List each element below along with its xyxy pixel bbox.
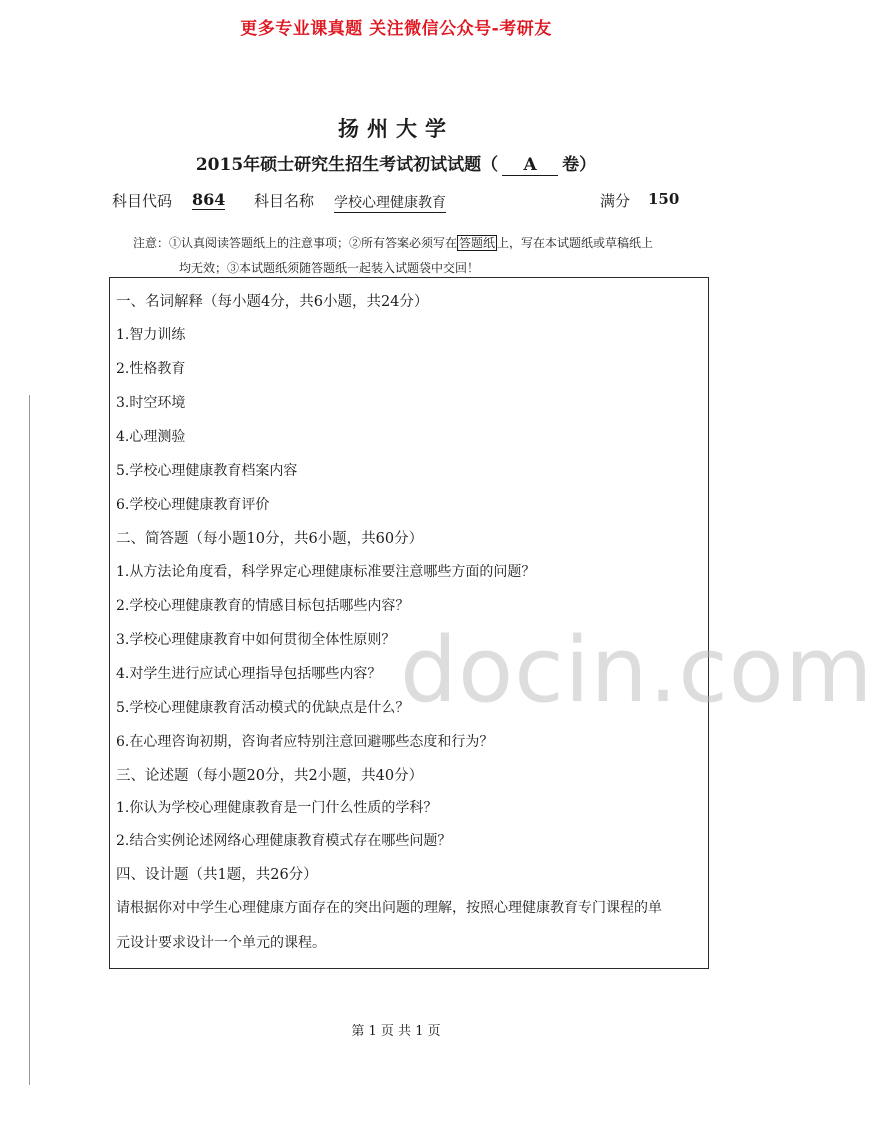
section-1-heading: 一、名词解释（每小题4分，共6小题，共24分） (116, 294, 429, 310)
university-name: 扬州大学 (338, 116, 454, 141)
question-1-6: 6.学校心理健康教育评价 (116, 497, 270, 513)
exam-title-suffix: 卷） (562, 155, 597, 175)
question-2-3: 3.学校心理健康教育中如何贯彻全体性原则？ (116, 632, 396, 648)
question-4-text-line-2: 元设计要求设计一个单元的课程。 (116, 935, 326, 951)
section-3-heading: 三、论述题（每小题20分，共2小题，共40分） (116, 768, 424, 784)
exam-title-prefix: 2015年硕士研究生招生考试初试试题（ (195, 155, 499, 175)
question-2-6: 6.在心理咨询初期，咨询者应特别注意回避哪些态度和行为？ (116, 734, 494, 750)
notice-boxed-term: 答题纸 (459, 236, 496, 250)
subject-name-label: 科目名称 (254, 192, 315, 210)
notice-line-1 (133, 231, 723, 256)
exam-title (0, 150, 792, 176)
question-3-1: 1.你认为学校心理健康教育是一门什么性质的学科？ (116, 800, 438, 816)
full-score-label: 满分 (600, 192, 631, 210)
promo-banner: 更多专业课真题 关注微信公众号-考研友 (240, 19, 552, 39)
question-1-2: 2.性格教育 (116, 361, 186, 377)
notice-line-2: 均无效；③本试题纸须随答题纸一起装入试题袋中交回！ (179, 261, 480, 275)
scan-margin-line (29, 395, 30, 1085)
page-number: 第 1 页 共 1 页 (351, 1024, 441, 1039)
question-4-text-line-1: 请根据你对中学生心理健康方面存在的突出问题的理解，按照心理健康教育专门课程的单 (116, 900, 662, 916)
full-score: 150 (648, 190, 680, 208)
paper-version: A (502, 155, 558, 176)
subject-info-row (112, 190, 682, 214)
notice-label: 注意： (133, 236, 170, 250)
question-1-5: 5.学校心理健康教育档案内容 (116, 463, 298, 479)
question-1-4: 4.心理测验 (116, 429, 186, 445)
question-2-2: 2.学校心理健康教育的情感目标包括哪些内容？ (116, 598, 410, 614)
subject-code: 864 (192, 190, 226, 209)
subject-name: 学校心理健康教育 (334, 192, 446, 213)
notice-part-2: 上，写在本试题纸或草稿纸上 (497, 236, 654, 250)
section-4-heading: 四、设计题（共1题，共26分） (116, 867, 318, 883)
question-2-4: 4.对学生进行应试心理指导包括哪些内容？ (116, 666, 382, 682)
notice-block (133, 231, 723, 281)
question-2-1: 1.从方法论角度看，科学界定心理健康标准要注意哪些方面的问题？ (116, 564, 536, 580)
question-2-5: 5.学校心理健康教育活动模式的优缺点是什么？ (116, 700, 410, 716)
question-1-3: 3.时空环境 (116, 395, 186, 411)
section-2-heading: 二、简答题（每小题10分，共6小题，共60分） (116, 531, 424, 547)
docin-watermark: docin.com (400, 618, 874, 723)
notice-part-1: ①认真阅读答题纸上的注意事项；②所有答案必须写在 (169, 236, 458, 250)
question-3-2: 2.结合实例论述网络心理健康教育模式存在哪些问题？ (116, 833, 452, 849)
subject-code-label: 科目代码 (112, 192, 173, 210)
question-1-1: 1.智力训练 (116, 327, 186, 343)
